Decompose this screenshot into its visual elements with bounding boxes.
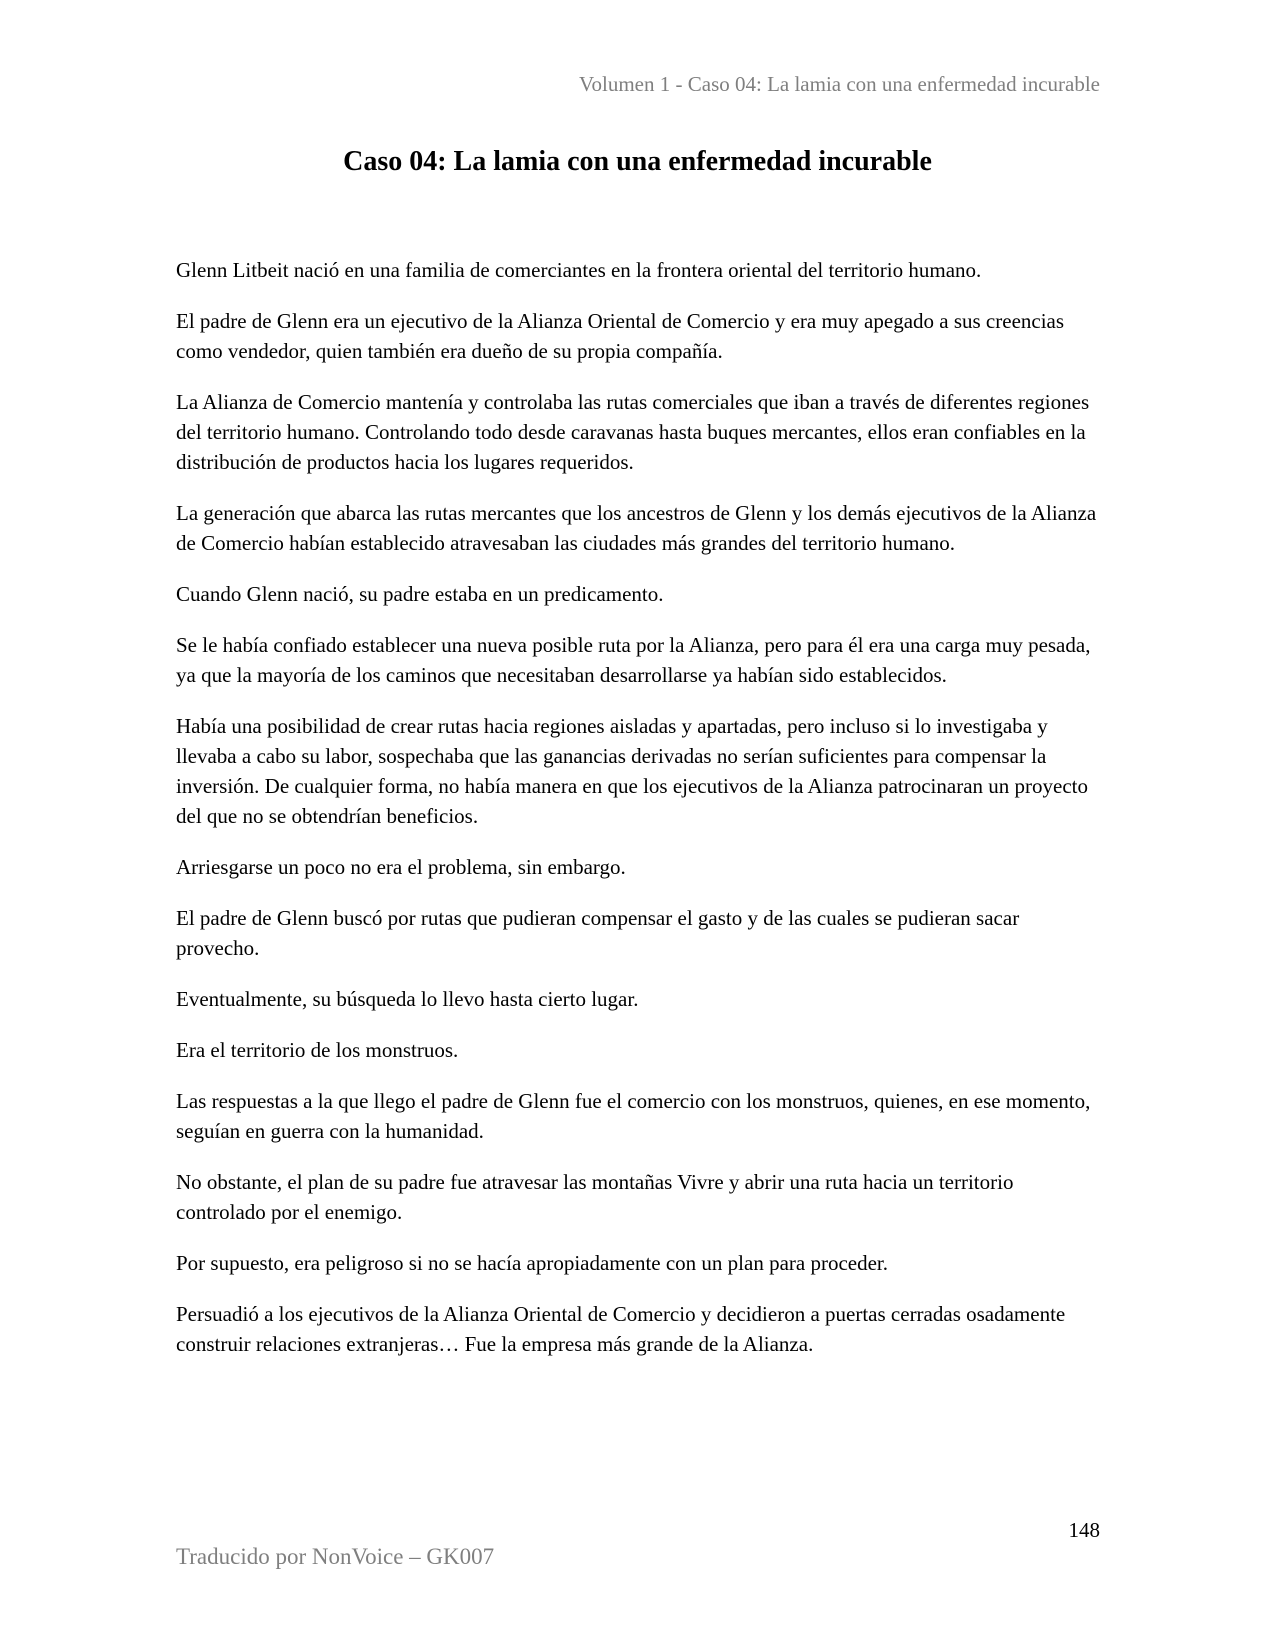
- paragraph: Era el territorio de los monstruos.: [176, 1038, 459, 1062]
- paragraph: Glenn Litbeit nació en una familia de comerciantes en la frontera oriental del territorio humano.: [176, 258, 982, 282]
- paragraph: Las respuestas a la que llego el padre de Glenn fue el comercio con los monstruos, quienes, en ese momento, seguían en guerra con la humanidad.: [176, 1089, 1091, 1143]
- paragraph: No obstante, el plan de su padre fue atravesar las montañas Vivre y abrir una ruta hacia un territorio controlado por el enemigo.: [176, 1170, 1014, 1224]
- paragraph: Se le había confiado establecer una nueva posible ruta por la Alianza, pero para él era una carga muy pesada, ya que la mayoría de los caminos que necesitaban desarrollarse ya habían sido establecidos.: [176, 633, 1091, 687]
- page-number: 148: [1068, 1518, 1100, 1542]
- paragraph: La Alianza de Comercio mantenía y controlaba las rutas comerciales que iban a través de diferentes regiones del territorio humano. Controlando todo desde caravanas hasta buques mercantes, ellos eran confiables en la distribución de productos hacia los lugares requeridos.: [176, 390, 1090, 474]
- paragraph: El padre de Glenn era un ejecutivo de la Alianza Oriental de Comercio y era muy apegado a sus creencias como vendedor, quien también era dueño de su propia compañía.: [176, 309, 1065, 363]
- footer-credit: Traducido por NonVoice – GK007: [176, 1544, 495, 1569]
- paragraph: Arriesgarse un poco no era el problema, sin embargo.: [176, 855, 626, 879]
- paragraph: Persuadió a los ejecutivos de la Alianza Oriental de Comercio y decidieron a puertas cerradas osadamente construir relaciones extranjeras… Fue la empresa más grande de la Alianza.: [176, 1302, 1066, 1356]
- paragraph: El padre de Glenn buscó por rutas que pudieran compensar el gasto y de las cuales se pudieran sacar provecho.: [176, 906, 1020, 960]
- paragraph: Eventualmente, su búsqueda lo llevo hasta cierto lugar.: [176, 987, 639, 1011]
- paragraph: Había una posibilidad de crear rutas hacia regiones aisladas y apartadas, pero incluso si lo investigaba y llevaba a cabo su labor, sospechaba que las ganancias derivadas no serían suficientes para compensar la inversión. De cualquier forma, no había manera en que los ejecutivos de la Alianza patrocinaran un proyecto del que no se obtendrían beneficios.: [176, 714, 1088, 828]
- paragraph: Por supuesto, era peligroso si no se hacía apropiadamente con un plan para proceder.: [176, 1251, 889, 1275]
- paragraph: La generación que abarca las rutas mercantes que los ancestros de Glenn y los demás ejecutivos de la Alianza de Comercio habían establecido atravesaban las ciudades más grandes del territorio humano.: [176, 501, 1097, 555]
- running-header: Volumen 1 - Caso 04: La lamia con una enfermedad incurable: [579, 72, 1100, 96]
- body-text: [176, 255, 1106, 1380]
- chapter-title: Caso 04: La lamia con una enfermedad incurable: [343, 146, 932, 177]
- paragraph: Cuando Glenn nació, su padre estaba en un predicamento.: [176, 582, 664, 606]
